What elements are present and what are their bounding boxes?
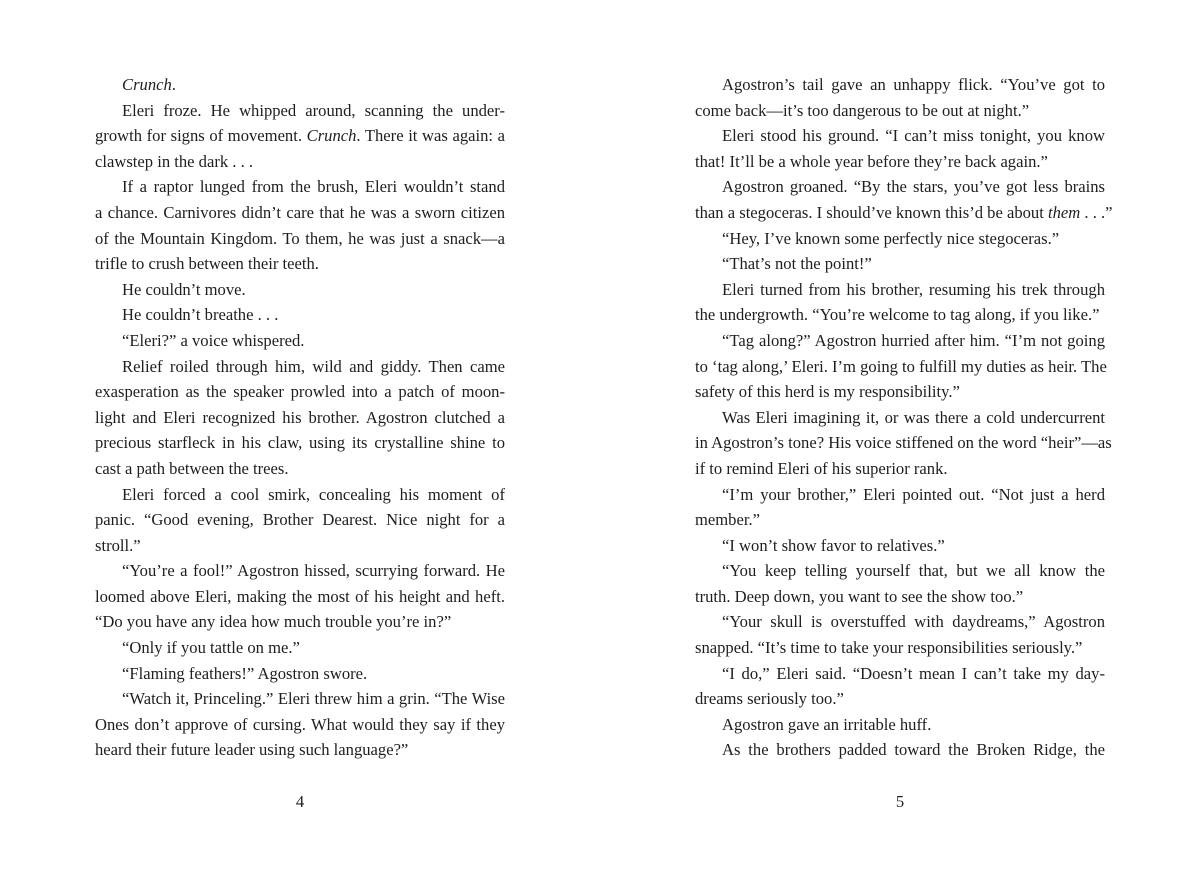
text-run: the undergrowth. “You’re welcome to tag along, if you like.”: [695, 305, 1100, 325]
text-run: “I do,” Eleri said. “Doesn’t mean I can’t take my day-: [722, 663, 1105, 683]
text-run: . There it was again: a: [356, 126, 505, 146]
text-run: If a raptor lunged from the brush, Eleri wouldn’t stand: [122, 177, 505, 197]
text-run: member.”: [695, 510, 760, 530]
text-line: [95, 558, 505, 584]
text-line: [695, 72, 1105, 98]
text-run: to ‘tag along,’ Eleri. I’m going to fulfill my duties as heir. The: [695, 356, 1107, 376]
text-line: [95, 584, 505, 610]
text-run: “You’re a fool!” Agostron hissed, scurrying forward. He: [122, 561, 505, 581]
text-line: [95, 482, 505, 508]
text-line: [695, 251, 1105, 277]
text-line: [695, 737, 1105, 763]
text-run: loomed above Eleri, making the most of his height and heft.: [95, 586, 505, 606]
text-run: . . .”: [1080, 202, 1113, 222]
text-run: “You keep telling yourself that, but we all know the: [722, 561, 1105, 581]
text-line: [95, 686, 505, 712]
text-line: [95, 72, 505, 98]
text-line: [695, 379, 1105, 405]
text-line: [695, 712, 1105, 738]
text-line: [695, 533, 1105, 559]
text-line: [695, 456, 1105, 482]
text-run: in Agostron’s tone? His voice stiffened on the word “heir”—as: [695, 433, 1112, 453]
text-line: [95, 226, 505, 252]
text-line: [695, 226, 1105, 252]
text-run: “I’m your brother,” Eleri pointed out. “Not just a herd: [722, 484, 1105, 504]
right-page-text: [695, 72, 1113, 763]
text-run: Eleri stood his ground. “I can’t miss tonight, you know: [722, 126, 1105, 146]
text-run: light and Eleri recognized his brother. Agostron clutched a: [95, 407, 505, 427]
text-line: [95, 712, 505, 738]
text-line: [695, 584, 1105, 610]
text-line: [695, 635, 1105, 661]
text-run: growth for signs of movement.: [95, 126, 307, 146]
text-line: [95, 98, 505, 124]
text-line: [95, 328, 505, 354]
text-line: [95, 302, 505, 328]
text-run: exasperation as the speaker prowled into a patch of moon-: [95, 382, 505, 402]
text-line: [695, 686, 1105, 712]
text-run: Eleri turned from his brother, resuming his trek through: [722, 279, 1105, 299]
text-line: [695, 507, 1105, 533]
text-line: [695, 302, 1105, 328]
text-run: Agostron’s tail gave an unhappy flick. “You’ve got to: [722, 75, 1105, 94]
text-line: [95, 277, 505, 303]
text-run: “That’s not the point!”: [722, 254, 872, 274]
text-run: that! It’ll be a whole year before they’re back again.”: [695, 151, 1048, 171]
text-line: [95, 737, 505, 763]
text-run: come back—it’s too dangerous to be out at night.”: [695, 100, 1030, 120]
text-run: Eleri forced a cool smirk, concealing his moment of: [122, 484, 505, 504]
text-line: [95, 174, 505, 200]
text-run: panic. “Good evening, Brother Dearest. Nice night for a: [95, 510, 505, 530]
text-run: snapped. “It’s time to take your responsibilities seriously.”: [695, 638, 1083, 658]
text-line: [695, 123, 1105, 149]
page-number-left: 4: [295, 792, 305, 811]
text-run: Ones don’t approve of cursing. What would they say if they: [95, 714, 505, 734]
text-line: [695, 405, 1105, 431]
text-run: heard their future leader using such language?”: [95, 740, 409, 760]
text-run: “Only if you tattle on me.”: [122, 638, 300, 658]
text-run: trifle to crush between their teeth.: [95, 254, 319, 274]
text-run: if to remind Eleri of his superior rank.: [695, 458, 948, 478]
text-line: [695, 149, 1105, 175]
text-line: [95, 251, 505, 277]
text-line: [95, 635, 505, 661]
text-run: Relief roiled through him, wild and giddy. Then came: [122, 356, 505, 376]
text-line: [695, 558, 1105, 584]
page-number-right: 5: [895, 792, 905, 811]
text-run: As the brothers padded toward the Broken Ridge, the: [722, 740, 1105, 760]
text-run: Eleri froze. He whipped around, scanning the under-: [122, 100, 505, 120]
text-run: “Eleri?” a voice whispered.: [122, 330, 305, 350]
text-line: [95, 149, 505, 175]
text-run: “Flaming feathers!” Agostron swore.: [122, 663, 368, 683]
text-line: [695, 482, 1105, 508]
text-run: clawstep in the dark . . .: [95, 151, 254, 171]
text-line: [695, 661, 1105, 687]
text-line: [95, 354, 505, 380]
text-line: [95, 430, 505, 456]
text-run: than a stegoceras. I should’ve known this’d be about: [695, 202, 1048, 222]
italic-text: Crunch: [122, 75, 172, 94]
text-run: precious starfleck in his claw, using its crystalline shine to: [95, 433, 505, 453]
text-run: a chance. Carnivores didn’t care that he was a sworn citizen: [95, 202, 505, 222]
text-line: [695, 200, 1113, 226]
text-line: [95, 661, 505, 687]
text-run: Agostron gave an irritable huff.: [722, 714, 932, 734]
text-run: “Tag along?” Agostron hurried after him. “I’m not going: [722, 330, 1105, 350]
text-run: “Hey, I’ve known some perfectly nice stegoceras.”: [722, 228, 1060, 248]
text-line: [695, 277, 1105, 303]
text-line: [95, 200, 505, 226]
left-page-text: [95, 72, 505, 763]
text-line: [95, 533, 505, 559]
text-run: “I won’t show favor to relatives.”: [722, 535, 945, 555]
text-run: Was Eleri imagining it, or was there a cold undercurrent: [722, 407, 1105, 427]
text-run: truth. Deep down, you want to see the show too.”: [695, 586, 1024, 606]
text-line: [95, 456, 505, 482]
text-line: [695, 328, 1105, 354]
text-run: cast a path between the trees.: [95, 458, 289, 478]
text-run: He couldn’t move.: [122, 279, 246, 299]
text-line: [95, 609, 505, 635]
italic-text: them: [1048, 202, 1081, 222]
text-line: [695, 609, 1105, 635]
text-run: .: [171, 75, 176, 94]
text-line: [695, 354, 1105, 380]
text-run: Agostron groaned. “By the stars, you’ve got less brains: [722, 177, 1105, 197]
text-run: of the Mountain Kingdom. To them, he was just a snack—a: [95, 228, 505, 248]
text-line: [95, 507, 505, 533]
text-run: dreams seriously too.”: [695, 689, 844, 709]
text-line: [95, 379, 505, 405]
text-line: [695, 174, 1105, 200]
text-run: safety of this herd is my responsibility.”: [695, 382, 960, 402]
text-run: “Your skull is overstuffed with daydreams,” Agostron: [722, 612, 1105, 632]
text-run: He couldn’t breathe . . .: [122, 305, 279, 325]
text-line: [95, 405, 505, 431]
italic-text: Crunch: [306, 126, 357, 146]
text-run: stroll.”: [95, 535, 141, 555]
text-line: [95, 123, 505, 149]
text-line: [695, 430, 1112, 456]
text-run: “Do you have any idea how much trouble you’re in?”: [95, 612, 452, 632]
text-line: [695, 98, 1105, 124]
text-run: “Watch it, Princeling.” Eleri threw him a grin. “The Wise: [122, 689, 505, 709]
